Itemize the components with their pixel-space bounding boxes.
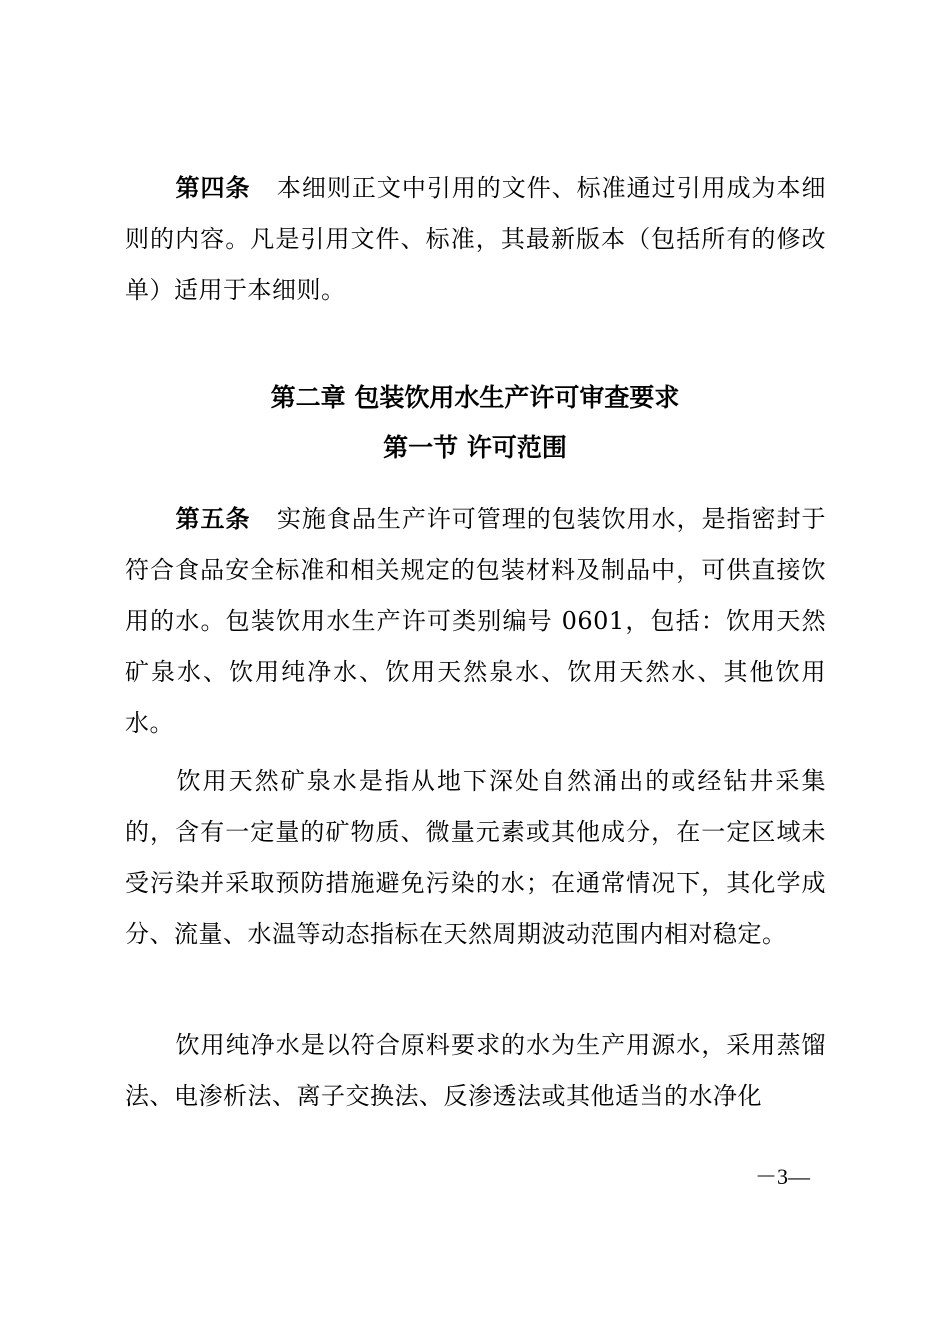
mineral-water-paragraph [125,756,826,960]
purified-water-text: 饮用纯净水是以符合原料要求的水为生产用源水，采用蒸馏法、电渗析法、离子交换法、反渗透法或其他适当的水净化 [125,1031,826,1110]
article-4-paragraph [125,162,826,316]
article-5-label: 第五条 [175,504,251,533]
page-number: －3— [754,1164,810,1189]
mineral-water-text: 饮用天然矿泉水是指从地下深处自然涌出的或经钻井采集的，含有一定量的矿物质、微量元素或其他成分，在一定区域未受污染并采取预防措施避免污染的水；在通常情况下，其化学成分、流量、水温等动态指标在天然周期波动范围内相对稳定。 [125,767,826,948]
article-5-paragraph [125,493,826,749]
chapter-title: 第二章 包装饮用水生产许可审查要求 [270,383,680,412]
article-4-text: 本细则正文中引用的文件、标准通过引用成为本细则的内容。凡是引用文件、标准，其最新版本（包括所有的修改单）适用于本细则。 [125,174,827,304]
purified-water-paragraph [125,1020,826,1122]
article-4-label: 第四条 [175,173,251,202]
article-5-text: 实施食品生产许可管理的包装饮用水，是指密封于符合食品安全标准和相关规定的包装材料及制品中，可供直接饮用的水。包装饮用水生产许可类别编号 0601，包括：饮用天然矿泉水、饮用纯净水、饮用天然泉水、饮用天然水、其他饮用水。 [125,505,827,737]
section-title: 第一节 许可范围 [383,433,567,462]
